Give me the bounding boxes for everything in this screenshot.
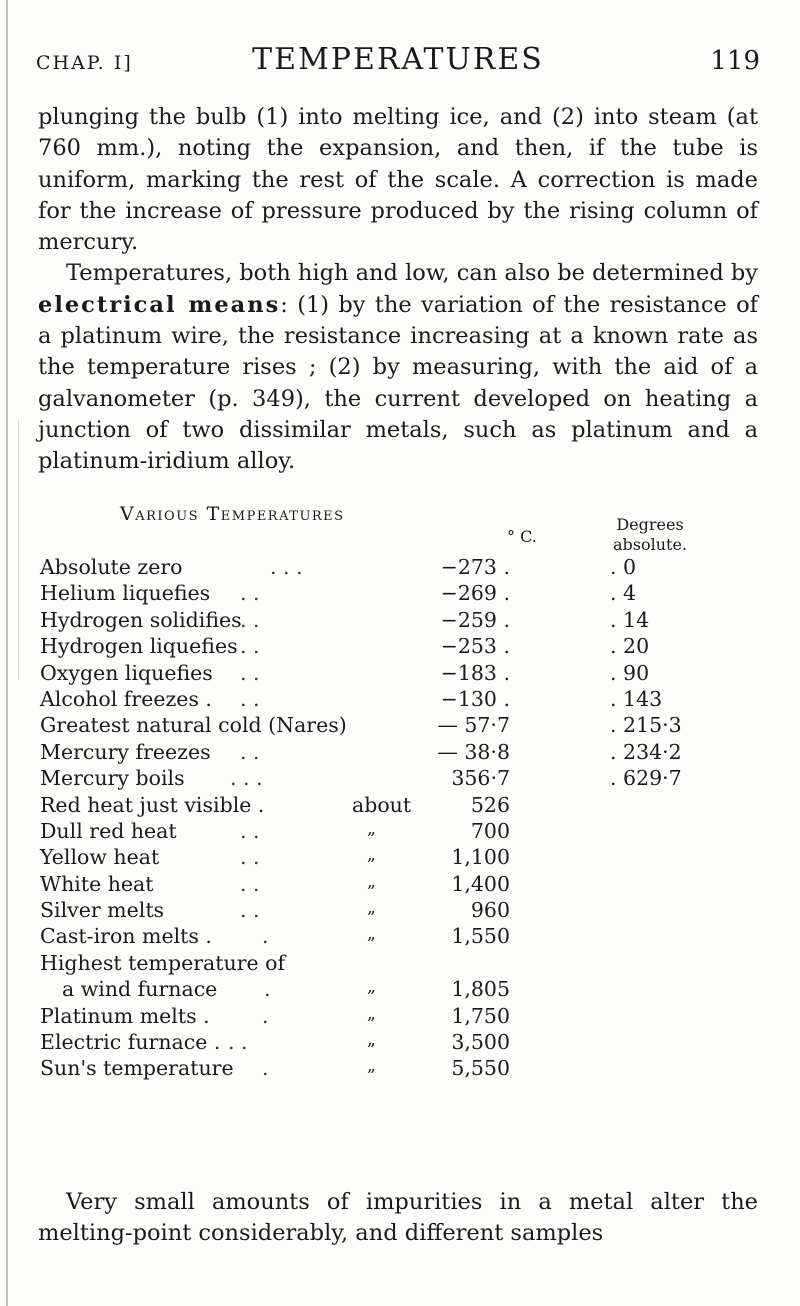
row-leader-dots: . . xyxy=(240,634,260,659)
row-ditto-mark: „ xyxy=(367,1030,376,1051)
row-celsius: 700 xyxy=(470,818,510,843)
row-name: Dull red heat xyxy=(40,818,177,843)
row-name: Platinum melts . xyxy=(40,1003,210,1028)
row-leader-dots: . . xyxy=(240,871,260,896)
row-celsius: 5,550 xyxy=(451,1056,510,1081)
table-row xyxy=(40,1004,760,1030)
table-row xyxy=(40,1056,760,1082)
table-row xyxy=(40,898,760,924)
body-text xyxy=(38,102,758,478)
row-name: White heat xyxy=(40,871,154,896)
row-celsius: 3,500 xyxy=(451,1030,510,1055)
row-celsius: 1,550 xyxy=(451,924,510,949)
row-celsius: 1,750 xyxy=(451,1003,510,1028)
table-row xyxy=(40,608,760,634)
row-about: about xyxy=(352,792,412,817)
row-ditto-mark: „ xyxy=(367,898,376,919)
column-header-celsius: ° C. xyxy=(507,527,537,546)
row-name: Oxygen liquefies xyxy=(40,660,213,685)
row-leader-dots: . . xyxy=(240,845,260,870)
row-absolute: . 143 xyxy=(610,686,663,711)
paragraph-continued: plunging the bulb (1) into melting ice, and (2) into steam (at 760 mm.), noting the expansion, and then, if the tube is uniform, marking the rest of the scale. A correction is made for the increase of pressure produced by the rising column of mercury. xyxy=(38,104,758,256)
table-row xyxy=(40,951,760,977)
row-celsius: −259 . xyxy=(440,607,510,632)
table-row xyxy=(40,634,760,660)
paragraph-electrical-start: Temperatures, both high and low, can also be determined by xyxy=(66,260,758,287)
emphasis-electrical-means: electrical means xyxy=(38,291,281,318)
row-absolute: . 0 xyxy=(610,555,637,579)
table-row xyxy=(40,766,760,792)
row-absolute: . 234·2 xyxy=(610,739,682,764)
row-leader-dots: . xyxy=(264,977,271,1002)
row-celsius: −130 . xyxy=(440,686,510,711)
row-name: Sun's temperature xyxy=(40,1056,234,1081)
table-row xyxy=(40,872,760,898)
row-leader-dots: . . xyxy=(240,818,260,843)
row-absolute: . 4 xyxy=(610,581,637,606)
row-leader-dots: . xyxy=(262,924,269,949)
row-name: Mercury boils xyxy=(40,766,185,791)
temperature-table xyxy=(40,555,760,1083)
row-celsius: 1,400 xyxy=(451,871,510,896)
row-name: Alcohol freezes . xyxy=(40,686,212,711)
table-row xyxy=(40,555,760,581)
row-celsius: −273 . xyxy=(440,555,510,579)
row-leader-dots: . . xyxy=(240,739,260,764)
row-leader-dots: . . . xyxy=(230,766,263,791)
table-row xyxy=(40,845,760,871)
row-ditto-mark: „ xyxy=(367,924,376,945)
row-name: Hydrogen solidifies xyxy=(40,607,242,632)
row-absolute: . 215·3 xyxy=(610,713,682,738)
row-ditto-mark: „ xyxy=(367,1003,376,1024)
page-number: 119 xyxy=(710,46,760,76)
row-leader-dots: . . xyxy=(240,898,260,923)
row-name: Mercury freezes xyxy=(40,739,211,764)
page-title: TEMPERATURES xyxy=(252,42,544,77)
row-celsius: −183 . xyxy=(440,660,510,685)
row-celsius: −253 . xyxy=(440,634,510,659)
table-row xyxy=(40,581,760,607)
table-row xyxy=(40,661,760,687)
row-celsius: — 57·7 xyxy=(437,713,510,738)
row-name: Red heat just visible . xyxy=(40,792,265,817)
table-row xyxy=(40,1030,760,1056)
row-name: Silver melts xyxy=(40,898,165,923)
row-name: Absolute zero xyxy=(40,555,183,579)
row-name: Hydrogen liquefies xyxy=(40,634,238,659)
row-name: Highest temperature of xyxy=(40,950,286,975)
chapter-label: CHAP. I] xyxy=(36,52,133,74)
table-row xyxy=(40,977,760,1003)
row-name: Greatest natural cold (Nares) xyxy=(40,713,347,738)
paragraph-electrical-end: : (1) by the variation of the resistance of a platinum wire, the resistance increasing at a known rate as the temperature rises ; (2) by measuring, with the aid of a galvanometer (p. 349), the current developed on heating a junction of two dissimilar metals, such as platinum and a platinum-iridium alloy. xyxy=(38,291,759,475)
row-ditto-mark: „ xyxy=(367,845,376,866)
row-celsius: 960 xyxy=(470,898,510,923)
row-leader-dots: . xyxy=(262,1003,269,1028)
row-celsius: — 38·8 xyxy=(437,739,510,764)
row-celsius: 526 xyxy=(470,792,510,817)
row-leader-dots: . . xyxy=(240,660,260,685)
row-absolute: . 14 xyxy=(610,607,650,632)
table-row xyxy=(40,713,760,739)
row-celsius: 1,805 xyxy=(451,977,510,1002)
row-leader-dots: . . xyxy=(240,581,260,606)
table-title: Various Temperatures xyxy=(120,503,345,525)
row-ditto-mark: „ xyxy=(367,871,376,892)
table-row xyxy=(40,687,760,713)
running-header xyxy=(36,40,760,80)
row-ditto-mark: „ xyxy=(367,1056,376,1077)
row-name: Cast-iron melts . xyxy=(40,924,212,949)
row-absolute: . 90 xyxy=(610,660,650,685)
row-leader-dots: . . xyxy=(228,1030,248,1055)
row-celsius: −269 . xyxy=(440,581,510,606)
row-leader-dots: . . xyxy=(240,607,260,632)
row-leader-dots: . . xyxy=(240,686,260,711)
row-name: a wind furnace xyxy=(62,977,218,1002)
paragraph-impurities: Very small amounts of impurities in a metal alter the melting-point considerably, and different samples xyxy=(38,1189,758,1247)
page-edge-shadow-inner xyxy=(18,420,19,680)
table-row xyxy=(40,924,760,950)
row-celsius: 1,100 xyxy=(451,845,510,870)
row-celsius: 356·7 xyxy=(451,766,510,791)
row-absolute: . 20 xyxy=(610,634,650,659)
table-row xyxy=(40,740,760,766)
table-row xyxy=(40,819,760,845)
row-name: Electric furnace . xyxy=(40,1030,221,1055)
page-edge-shadow xyxy=(6,0,8,1306)
row-name: Helium liquefies xyxy=(40,581,211,606)
row-name: Yellow heat xyxy=(40,845,160,870)
row-ditto-mark: „ xyxy=(367,818,376,839)
row-absolute: . 629·7 xyxy=(610,766,682,791)
table-row xyxy=(40,793,760,819)
row-leader-dots: . xyxy=(262,1056,269,1081)
column-header-absolute: Degrees absolute. xyxy=(612,515,688,554)
row-leader-dots: . . . xyxy=(270,555,303,579)
paragraph-electrical xyxy=(38,258,758,477)
row-ditto-mark: „ xyxy=(367,977,376,998)
